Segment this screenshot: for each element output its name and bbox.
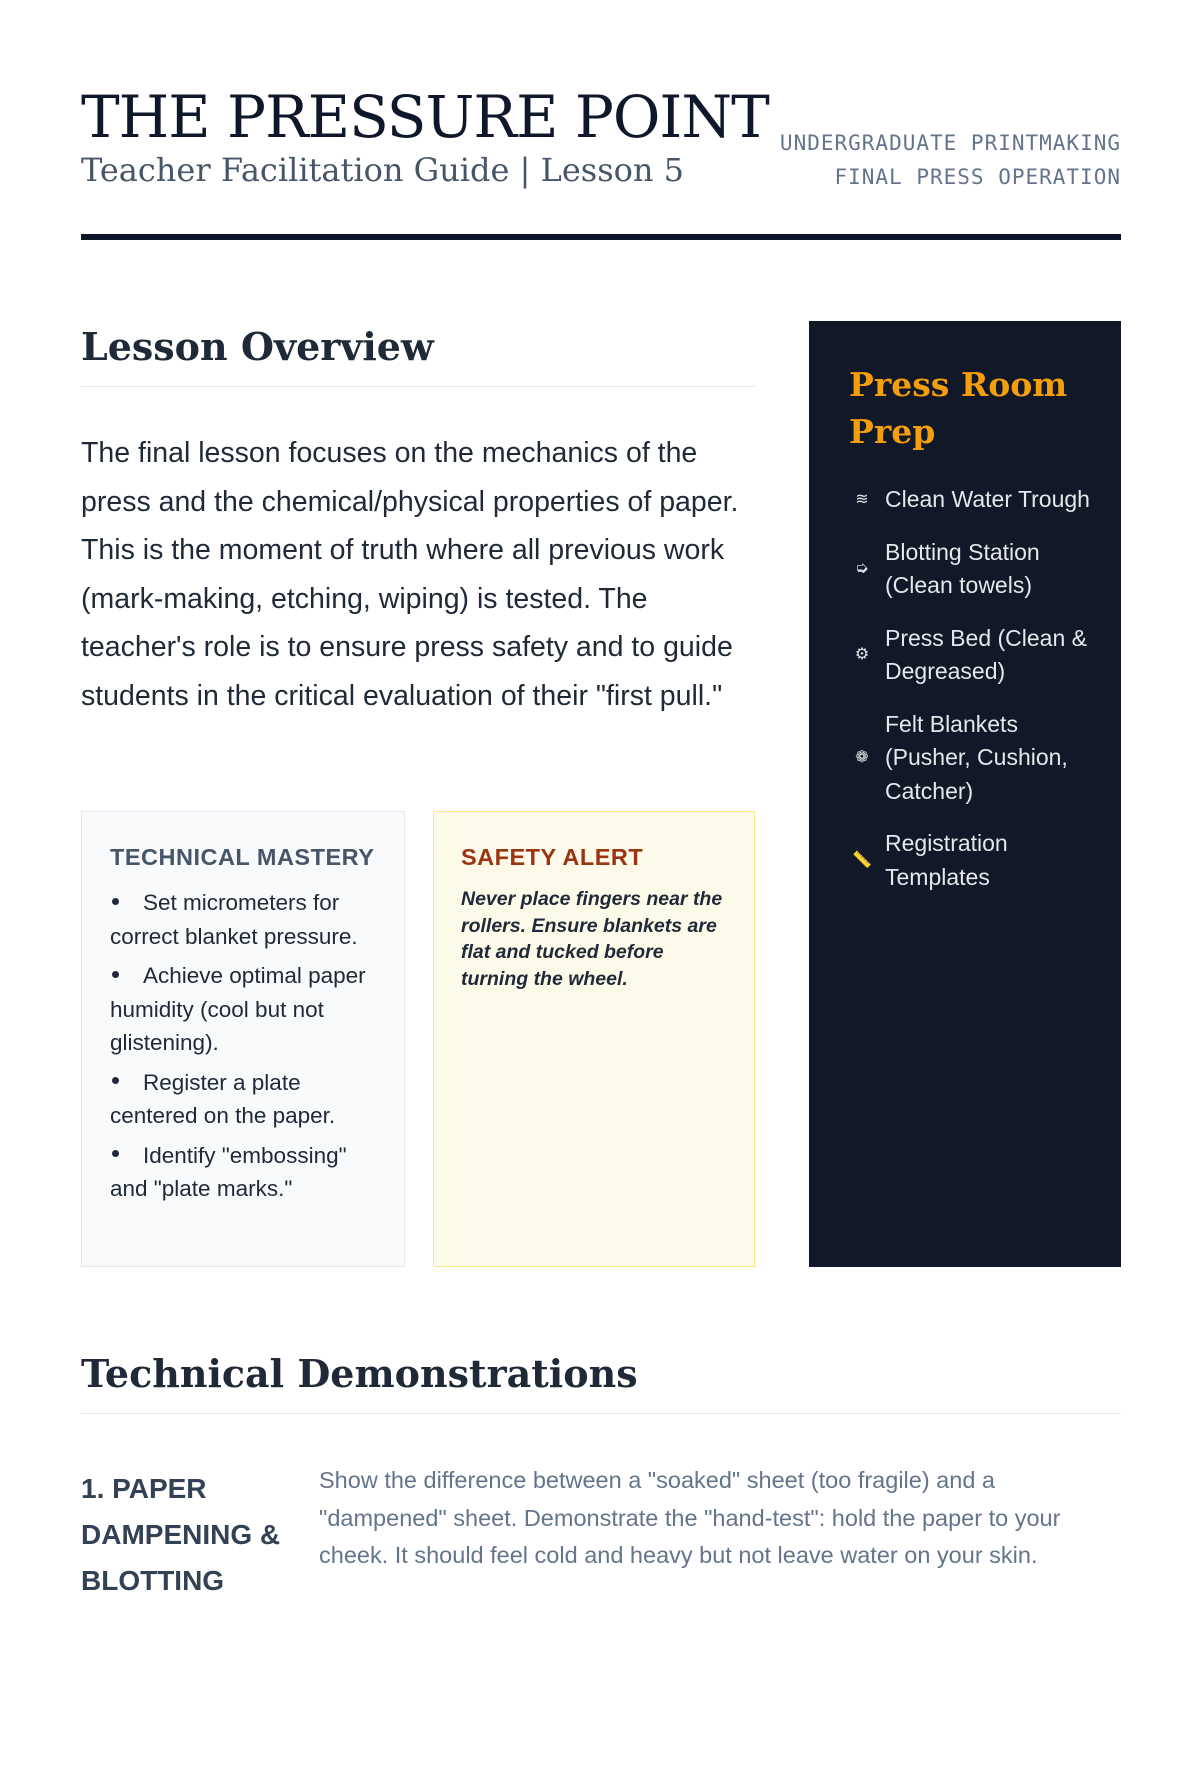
technical-demonstrations-heading: Technical Demonstrations	[81, 1351, 638, 1396]
page	[81, 0, 1121, 1600]
prep-item-registration-templates	[849, 827, 1091, 894]
ruler-icon: 📏	[852, 851, 872, 869]
prep-item-label: Clean Water Trough	[885, 486, 1090, 512]
prep-item-press-bed	[849, 622, 1091, 689]
course-meta	[780, 126, 1121, 194]
bullet-icon	[110, 1066, 143, 1100]
demonstration-item	[81, 1466, 1121, 1766]
gear-icon: ⚙	[854, 646, 870, 663]
prep-item-label: Blotting Station (Clean towels)	[885, 538, 1040, 598]
prep-item-blotting-station	[849, 536, 1091, 603]
press-room-prep-sidebar	[809, 321, 1121, 1267]
demonstration-text: Show the difference between a "soaked" sheet (too fragile) and a "dampened" sheet. Demonstrate the "hand-test": hold the paper to your cheek. It should feel cold and heavy but not leave water on your skin.	[319, 1467, 1061, 1568]
technical-demonstrations-section	[81, 1345, 1121, 1766]
prep-item-felt-blankets	[849, 708, 1091, 809]
demonstration-title: 1. PAPER DAMPENING & BLOTTING	[81, 1473, 281, 1596]
lesson-overview-text: The final lesson focuses on the mechanics of the press and the chemical/physical properties of paper. This is the moment of truth where all previous work (mark-making, etching, wiping) is tested. The teacher's role is to ensure press safety and to guide students in the critical evaluation of their "first pull."	[81, 437, 739, 712]
header	[81, 82, 1121, 242]
section-divider	[81, 386, 755, 387]
list-item	[110, 959, 378, 1060]
water-waves-icon: ≋	[855, 490, 869, 508]
list-item	[110, 1066, 378, 1133]
masthead-title: THE PRESSURE POINT	[81, 83, 769, 151]
prep-item-water-trough	[849, 483, 1091, 517]
prep-item-label: Felt Blankets (Pusher, Cushion, Catcher)	[885, 710, 1068, 804]
list-item	[110, 886, 378, 953]
arrow-icon: ➭	[855, 560, 869, 577]
technical-mastery-card	[81, 811, 405, 1267]
press-room-prep-list	[849, 483, 1091, 894]
list-item-text: Identify "embossing" and "plate marks."	[110, 1142, 347, 1201]
info-cards	[81, 811, 755, 1267]
list-item-text: Register a plate centered on the paper.	[110, 1069, 336, 1128]
section-divider	[81, 1413, 1121, 1414]
lesson-overview-section	[81, 318, 755, 720]
list-item-text: Set micrometers for correct blanket pressure.	[110, 890, 358, 949]
safety-alert-card	[433, 811, 755, 1267]
lesson-subtitle: Teacher Facilitation Guide | Lesson 5	[81, 151, 685, 189]
bullet-icon	[110, 1139, 143, 1173]
prep-item-label: Registration Templates	[885, 830, 1008, 890]
bullet-icon	[110, 959, 143, 993]
course-meta-line-2: FINAL PRESS OPERATION	[834, 165, 1121, 189]
technical-mastery-title: TECHNICAL MASTERY	[110, 844, 375, 870]
press-room-prep-title: Press Room Prep	[849, 365, 1068, 451]
prep-item-label: Press Bed (Clean & Degreased)	[885, 624, 1087, 684]
sparkle-icon: ❁	[855, 748, 869, 766]
course-meta-line-1: UNDERGRADUATE PRINTMAKING	[779, 131, 1121, 155]
list-item-text: Achieve optimal paper humidity (cool but not glistening).	[110, 963, 366, 1055]
technical-mastery-list	[110, 886, 378, 1206]
safety-alert-text: Never place fingers near the rollers. Ensure blankets are flat and tucked before turning the wheel.	[461, 888, 723, 990]
safety-alert-title: SAFETY ALERT	[461, 844, 644, 870]
lesson-overview-heading: Lesson Overview	[81, 324, 434, 369]
bullet-icon	[110, 886, 143, 920]
list-item	[110, 1139, 378, 1206]
header-divider	[81, 234, 1121, 240]
